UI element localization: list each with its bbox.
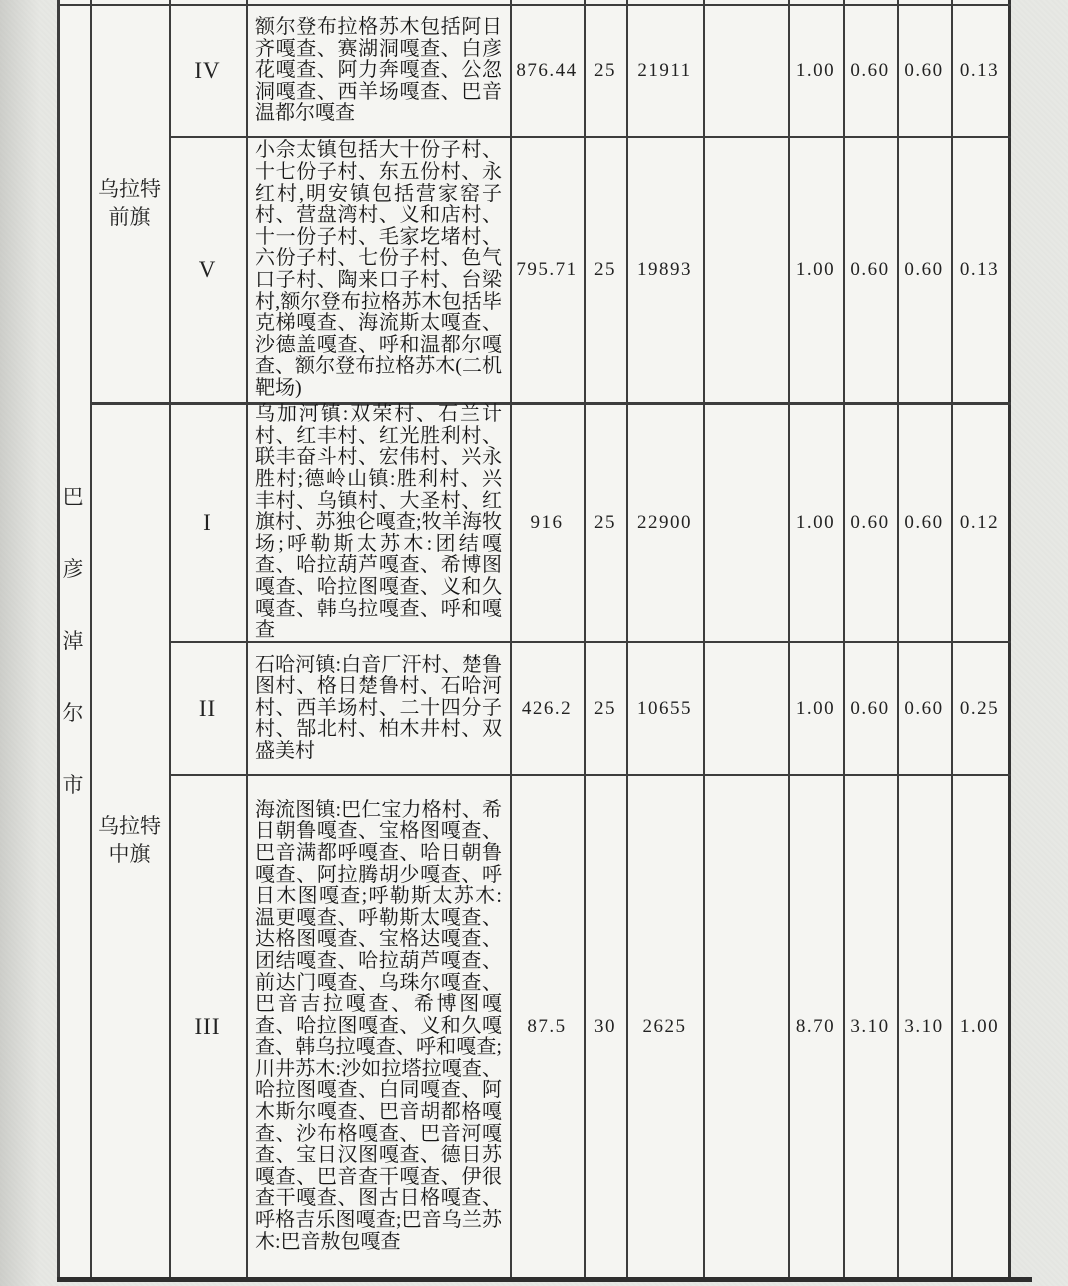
value-cell: 0.25 (959, 697, 1000, 719)
villages-cell (249, 138, 508, 402)
value-cell (705, 643, 786, 774)
value-cell: 426.2 (521, 697, 573, 719)
value-cell: 0.60 (850, 60, 890, 81)
villages-text: 乌加河镇:双荣村、石兰计村、红丰村、红光胜利村、联丰奋斗村、宏伟村、兴永胜村;德岭山镇:胜利村、兴丰村、乌镇村、大圣村、红旗村、苏独仑嘎查;牧羊海牧场;呼勒斯太苏木:团结嘎查、哈拉葫芦嘎查、希博图嘎查、哈拉图嘎查、义和久嘎查、韩乌拉嘎查、呼和嘎查 (255, 403, 502, 642)
value-cell: 916 (530, 512, 564, 533)
value-cell: 0.60 (904, 259, 944, 280)
value-cell: 3.10 (850, 1015, 890, 1037)
value-cell: 0.12 (959, 512, 1000, 533)
grid-line (57, 1277, 1032, 1282)
value-cell: 25 (594, 259, 616, 280)
value-cell: 0.60 (850, 512, 890, 533)
value-cell: 25 (594, 512, 616, 533)
villages-cell (249, 776, 508, 1277)
value-cell: 19893 (637, 259, 692, 280)
villages-text: 额尔登布拉格苏木包括阿日齐嘎查、赛湖洞嘎查、白彦花嘎查、阿力奔嘎查、公忽洞嘎查、西羊场嘎查、巴音温都尔嘎查 (255, 16, 502, 125)
villages-text: 小佘太镇包括大十份子村、十七份子村、东五份村、永红村,明安镇包括营家窑子村、营盘湾村、义和店村、十一份子村、毛家圪堵村、六份子村、七份子村、色气口子村、陶来口子村、台梁村,额尔登布拉格苏木包括毕克梯嘎查、海流斯太嘎查、沙德盖嘎查、呼和温都尔嘎查、额尔登布拉格苏木(二机靶场) (255, 139, 502, 399)
villages-text: 石哈河镇:白音厂汗村、楚鲁图村、格日楚鲁村、石哈河村、西羊场村、二十四分子村、郜北村、柏木井村、双盛美村 (255, 653, 502, 762)
grade-cell: I (203, 510, 212, 535)
value-cell (705, 776, 786, 1277)
value-cell: 3.10 (904, 1015, 944, 1037)
value-cell: 0.60 (904, 60, 944, 81)
villages-cell (249, 405, 508, 641)
value-cell: 1.00 (795, 512, 836, 533)
grade-cell: III (194, 1013, 221, 1039)
value-cell: 22900 (637, 512, 692, 533)
value-cell: 25 (594, 697, 616, 719)
value-cell: 1.00 (959, 1015, 1000, 1037)
value-cell: 0.13 (959, 259, 1000, 280)
grade-cell: V (198, 257, 217, 282)
value-cell: 25 (594, 60, 616, 81)
banner-label: 乌拉特前旗 (98, 177, 161, 229)
villages-cell (249, 6, 508, 136)
value-cell (705, 405, 786, 641)
value-cell: 2625 (642, 1015, 687, 1037)
value-cell: 10655 (637, 697, 692, 719)
value-cell: 0.60 (850, 259, 890, 280)
value-cell: 1.00 (795, 60, 836, 81)
value-cell: 30 (594, 1015, 616, 1037)
value-cell: 8.70 (795, 1015, 836, 1037)
banner-label: 乌拉特中旗 (98, 814, 161, 866)
city-cell (58, 0, 88, 1282)
scan-edge-shadow (0, 0, 40, 1286)
value-cell: 21911 (637, 60, 692, 81)
villages-cell (249, 643, 508, 774)
value-cell: 1.00 (795, 259, 836, 280)
city-label: 巴彦淖尔市 (62, 485, 84, 797)
grade-cell: IV (194, 58, 221, 83)
value-cell: 0.60 (904, 697, 944, 719)
grade-cell: II (198, 695, 217, 721)
value-cell (705, 138, 786, 402)
villages-text: 海流图镇:巴仁宝力格村、希日朝鲁嘎查、宝格图嘎查、巴音满都呼嘎查、哈日朝鲁嘎查、阿拉腾胡少嘎查、呼日木图嘎查;呼勒斯太苏木:温更嘎查、呼勒斯太嘎查、达格图嘎查、宝格达嘎查、团结嘎查、哈拉葫芦嘎查、前达门嘎查、乌珠尔嘎查、巴音吉拉嘎查、希博图嘎查、哈拉图嘎查、义和久嘎查、韩乌拉嘎查、呼和嘎查;川井苏木:沙如拉塔拉嘎查、哈拉图嘎查、白同嘎查、阿木斯尔嘎查、巴音胡都格嘎查、沙布格嘎查、巴音河嘎查、宝日汉图嘎查、德日苏嘎查、巴音查干嘎查、伊很查干嘎查、图古日格嘎查、呼格吉乐图嘎查;巴音乌兰苏木:巴音敖包嘎查 (255, 798, 502, 1253)
banner-cell-middle (92, 405, 167, 1275)
value-cell: 876.44 (516, 60, 578, 81)
value-cell: 795.71 (516, 259, 578, 280)
value-cell: 87.5 (527, 1015, 567, 1037)
value-cell (705, 6, 786, 136)
value-cell: 0.60 (904, 512, 944, 533)
banner-cell-front (92, 6, 167, 400)
value-cell: 1.00 (795, 697, 836, 719)
value-cell: 0.13 (959, 60, 1000, 81)
value-cell: 0.60 (850, 697, 890, 719)
